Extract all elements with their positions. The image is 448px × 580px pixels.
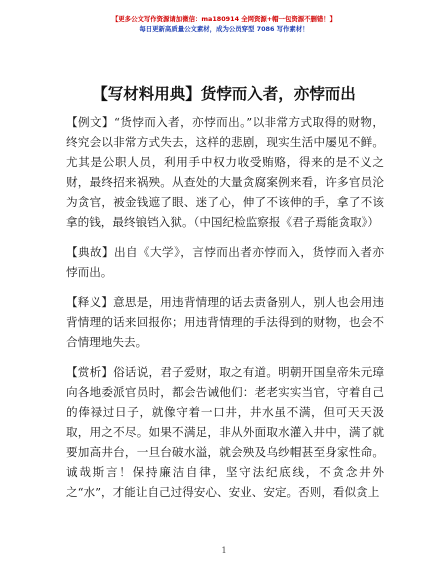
section-appreciation [66, 362, 384, 502]
section-text-allusion: 出自《大学》，言悖而出者亦悖而入，货悖而入者亦悖而出。 [66, 245, 384, 279]
header-banner [0, 14, 448, 34]
section-text-example: “货悖而入者，亦悖而出。”以非常方式取得的财物，终究会以非常方式失去，这样的悲剧，现实生活中屡见不鲜。尤其是公职人员，利用手中权力收受贿赂，得来的是不义之财，最终招来祸殃。从查处的大量贪腐案例来看，许多官员沦为贪官，被金钱遮了眼、迷了心，伸了不该伸的手，拿了不该拿的钱，最终锒铛入狱。（中国纪检监察报《君子焉能贪取》） [66, 115, 384, 229]
banner-line-1: 【更多公文写作资源请加微信：ma180914 全网资源+帽一包资源不删错！】 [111, 15, 337, 23]
document-body [66, 112, 384, 512]
document-title: 【写材料用典】货悖而入者，亦悖而出 [92, 85, 356, 103]
section-tag-appreciation: 【赏析】 [66, 365, 114, 379]
section-tag-allusion: 【典故】 [66, 245, 115, 259]
section-text-appreciation: 俗话说，君子爱财，取之有道。明朝开国皇帝朱元璋向各地委派官员时，都会告诫他们：老老实实当官，守着自己的俸禄过日子，就像守着一口井，井水虽不满，但可天天汲取，用之不尽。如果不满足，非从外面取水灌入井中，满了就要加高井台，一旦台破水溢，就会殃及乌纱帽甚至身家性命。诚哉斯言！保持廉洁自律，坚守法纪底线，不贪念井外之“水”，才能让自己过得安心、安业、安定。否则，看似贪上 [66, 365, 384, 499]
page-number: 1 [221, 546, 227, 555]
banner-line-2: 每日更新高质量公文素材，成为公员穿型 7086 写作素材！ [139, 25, 309, 33]
section-tag-example: 【例文】 [66, 115, 114, 129]
section-allusion [66, 242, 384, 282]
section-text-meaning: 意思是，用违背情理的话去责备别人，别人也会用违背情理的话来回报你；用违背情理的手法得到的财物，也会不合情理地失去。 [66, 295, 384, 349]
section-example [66, 112, 384, 232]
section-tag-meaning: 【释义】 [66, 295, 114, 309]
section-meaning [66, 292, 384, 352]
